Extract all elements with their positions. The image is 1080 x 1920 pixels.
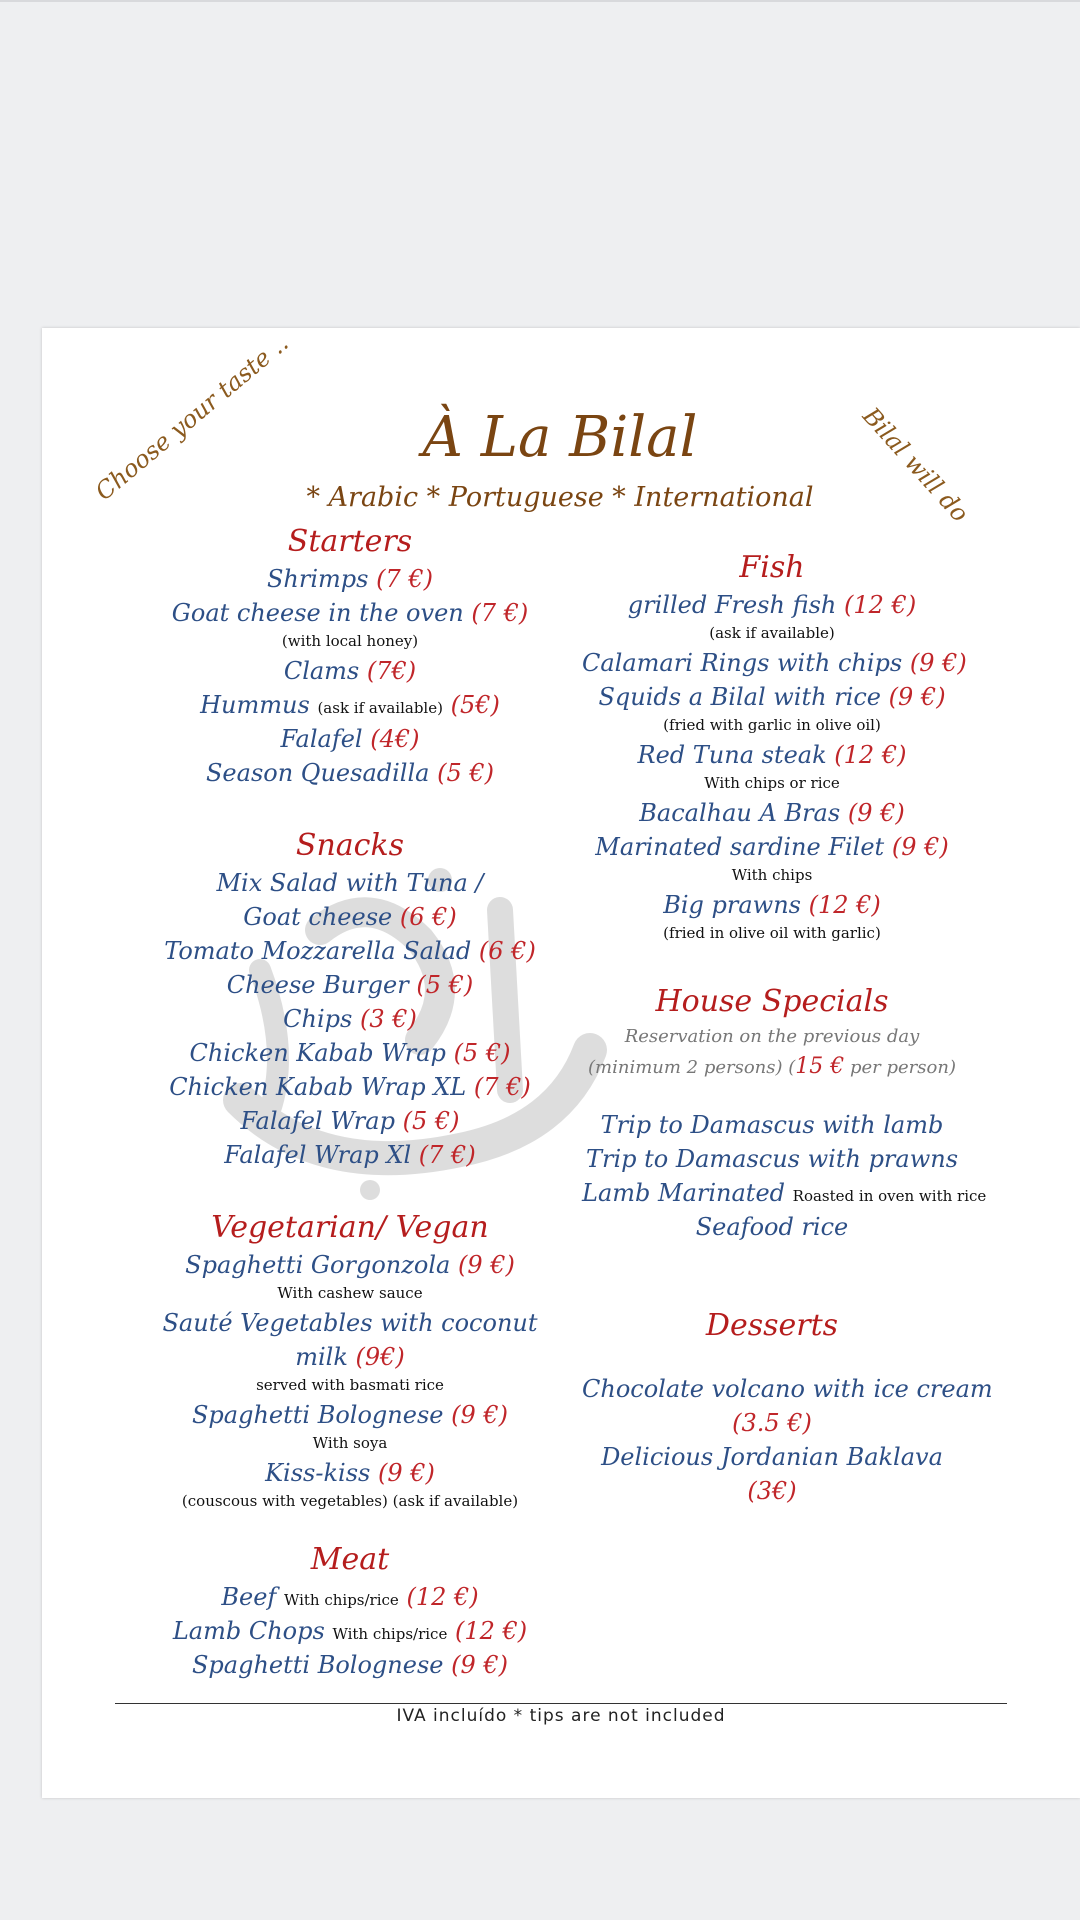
menu-item: Cheese Burger (5 €) — [226, 971, 474, 999]
item-note: (ask if available) — [709, 624, 835, 642]
restaurant-title: À La Bilal — [422, 405, 698, 470]
minimum-note: (minimum 2 persons) (15 € per person) — [588, 1054, 956, 1079]
menu-item: Lamb Marinated Roasted in oven with rice — [582, 1179, 987, 1207]
snacks-heading: Snacks — [295, 828, 405, 863]
tagline-right: Bilal will do — [857, 402, 975, 528]
menu-item: Marinated sardine Filet (9 €) — [595, 833, 949, 861]
vegetarian-heading: Vegetarian/ Vegan — [211, 1210, 489, 1245]
menu-item: Trip to Damascus with lamb — [600, 1111, 944, 1139]
menu-item: Spaghetti Bolognese (9 €) — [191, 1651, 509, 1679]
reservation-note: Reservation on the previous day — [624, 1026, 920, 1047]
menu-item: Goat cheese in the oven (7 €) — [171, 599, 529, 627]
menu-item: grilled Fresh fish (12 €) — [627, 591, 917, 619]
menu-item: Lamb Chops With chips/rice (12 €) — [172, 1617, 528, 1645]
menu-item: Falafel Wrap (5 €) — [240, 1107, 460, 1135]
menu-item: Sauté Vegetables with coconut — [162, 1309, 538, 1337]
item-note: served with basmati rice — [256, 1376, 444, 1394]
item-note: With soya — [312, 1434, 388, 1452]
menu-item: Season Quesadilla (5 €) — [205, 759, 494, 787]
menu-item: Hummus (ask if available) (5€) — [200, 691, 500, 719]
menu-item: Delicious Jordanian Baklava — [601, 1443, 943, 1471]
menu-item: Calamari Rings with chips (9 €) — [582, 649, 967, 677]
footer-divider — [115, 1703, 1007, 1704]
item-price: (3.5 €) — [732, 1409, 812, 1437]
item-note: With chips or rice — [704, 774, 840, 792]
menu-item: Goat cheese (6 €) — [243, 903, 457, 931]
menu-item: Spaghetti Gorgonzola (9 €) — [185, 1251, 515, 1279]
menu-item: Shrimps (7 €) — [266, 565, 434, 593]
menu-item: Falafel (4€) — [280, 725, 420, 753]
item-note: (fried in olive oil with garlic) — [663, 924, 881, 942]
desserts-heading: Desserts — [705, 1308, 839, 1343]
menu-item: Chicken Kabab Wrap XL (7 €) — [169, 1073, 531, 1101]
fish-heading: Fish — [739, 550, 805, 585]
menu-item: Tomato Mozzarella Salad (6 €) — [164, 937, 536, 965]
item-note: With chips — [731, 866, 813, 884]
menu-item: Chicken Kabab Wrap (5 €) — [189, 1039, 511, 1067]
top-edge — [0, 0, 1080, 2]
menu-item: Trip to Damascus with prawns — [585, 1145, 959, 1173]
item-note: (couscous with vegetables) (ask if available) — [181, 1492, 519, 1510]
menu-item: Squids a Bilal with rice (9 €) — [598, 683, 946, 711]
meat-heading: Meat — [310, 1542, 390, 1577]
menu-item: Seafood rice — [695, 1213, 849, 1241]
footer-note: IVA incluído * tips are not included — [396, 1706, 726, 1726]
item-note: (fried with garlic in olive oil) — [663, 716, 881, 734]
item-note: (with local honey) — [281, 632, 419, 650]
menu-item: Chocolate volcano with ice cream — [582, 1375, 993, 1403]
menu-item: Kiss-kiss (9 €) — [265, 1459, 435, 1487]
item-price: (3€) — [747, 1477, 797, 1505]
menu-item: Beef With chips/rice (12 €) — [221, 1583, 479, 1611]
house-specials-heading: House Specials — [655, 984, 889, 1019]
menu-item: Big prawns (12 €) — [663, 891, 881, 919]
right-column — [582, 548, 993, 1508]
menu-item: Mix Salad with Tuna / — [216, 869, 484, 897]
tagline-left: Choose your taste .. — [90, 328, 294, 506]
menu-item: Falafel Wrap Xl (7 €) — [224, 1141, 476, 1169]
menu-item: Spaghetti Bolognese (9 €) — [191, 1401, 509, 1429]
menu-item: Bacalhau A Bras (9 €) — [639, 799, 905, 827]
menu-item: milk (9€) — [295, 1343, 405, 1371]
menu-item: Red Tuna steak (12 €) — [637, 741, 907, 769]
cuisine-subtitle: * Arabic * Portuguese * International — [306, 482, 814, 513]
left-column — [140, 522, 560, 1682]
item-note: With cashew sauce — [277, 1284, 423, 1302]
starters-heading: Starters — [287, 524, 413, 559]
menu-item: Clams (7€) — [283, 657, 417, 685]
menu-item: Chips (3 €) — [283, 1005, 417, 1033]
